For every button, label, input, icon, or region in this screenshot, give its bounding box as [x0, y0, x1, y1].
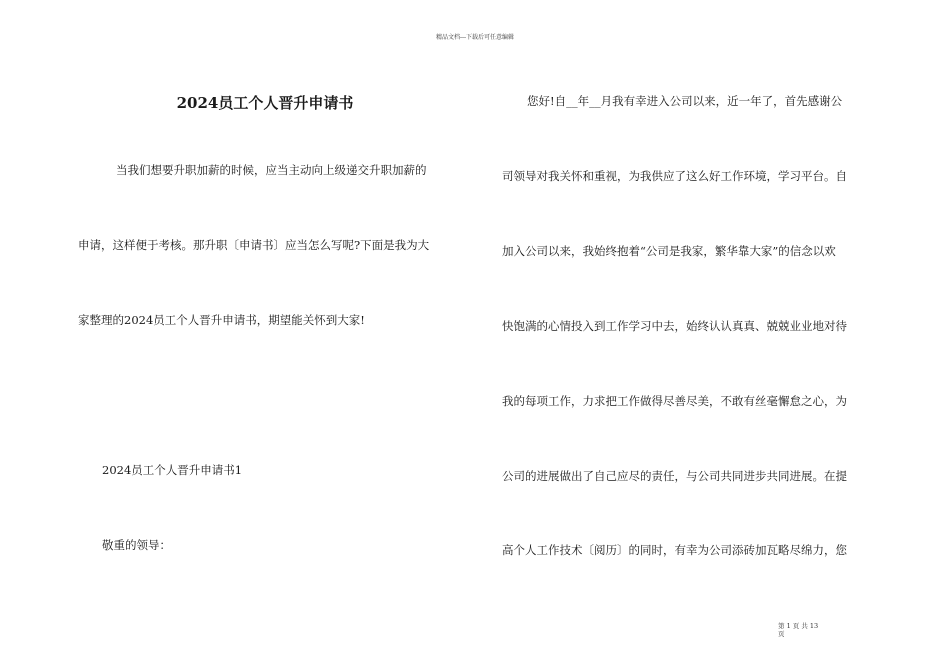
body-line-2: 司领导对我关怀和重视，为我供应了这么好工作环境，学习平台。自: [502, 169, 847, 183]
body-line-3: 加入公司以来，我始终抱着“公司是我家，繁华靠大家”的信念以欢: [502, 244, 836, 258]
page-number: [778, 622, 818, 638]
intro-line-3: 家整理的2024员工个人晋升申请书，期望能关怀到大家!: [78, 313, 365, 327]
document-title: 2024员工个人晋升申请书: [176, 94, 354, 112]
page-header: 精品文档---下载后可任意编辑: [435, 34, 515, 41]
intro-line-1: 当我们想要升职加薪的时候，应当主动向上级递交升职加薪的: [116, 163, 427, 177]
intro-line-2: 申请，这样便于考核。那升职〔申请书〕应当怎么写呢?下面是我为大: [78, 238, 430, 252]
body-line-5: 我的每项工作，力求把工作做得尽善尽美，不敢有丝毫懈怠之心，为: [502, 394, 847, 408]
salutation: 敬重的领导：: [102, 538, 171, 552]
page-number-line-2: 页: [778, 630, 785, 638]
body-line-1: 您好!自__年__月我有幸进入公司以来，近一年了，首先感谢公: [527, 94, 843, 108]
body-line-6: 公司的进展做出了自己应尽的责任，与公司共同进步共同进展。在提: [502, 469, 847, 483]
body-line-4: 快饱满的心情投入到工作学习中去，始终认认真真、兢兢业业地对待: [502, 319, 847, 333]
body-line-7: 高个人工作技术〔阅历〕的同时，有幸为公司添砖加瓦略尽绵力，您: [502, 543, 847, 557]
section-subtitle: 2024员工个人晋升申请书1: [102, 463, 243, 477]
page-number-line-1: 第 1 页 共 13: [778, 622, 819, 630]
